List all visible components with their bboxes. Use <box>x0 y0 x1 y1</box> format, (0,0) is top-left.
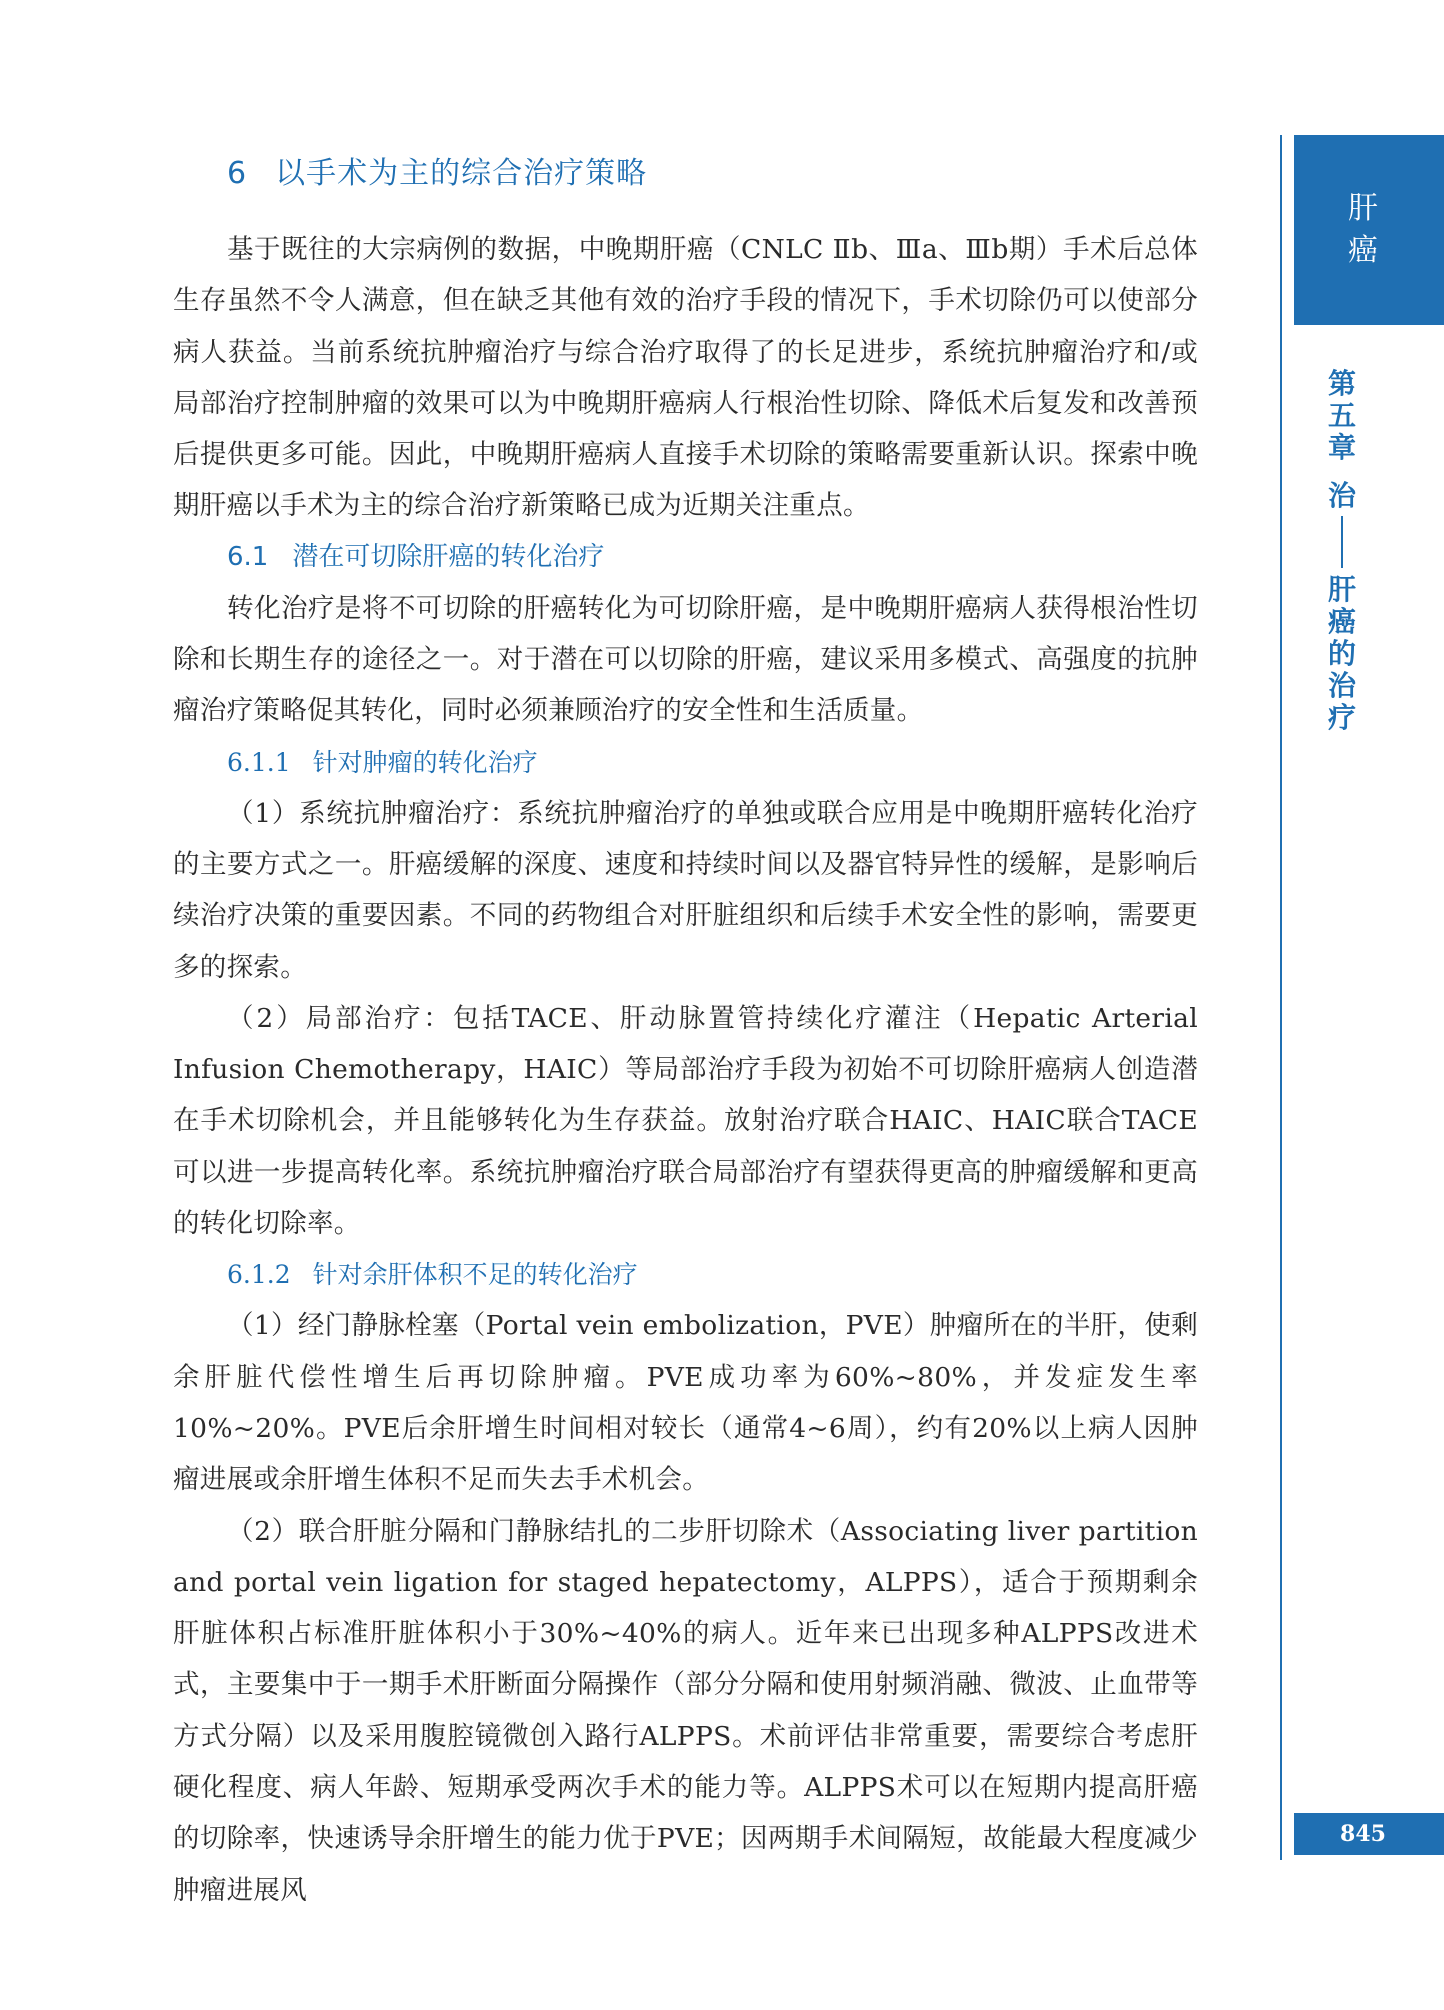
section-title: 以手术为主的综合治疗策略 <box>275 156 648 191</box>
paragraph-systemic-therapy: （1）系统抗肿瘤治疗：系统抗肿瘤治疗的单独或联合应用是中晚期肝癌转化治疗的主要方式之一。肝癌缓解的深度、速度和持续时间以及器官特异性的缓解，是影响后续治疗决策的重要因素。不同的药物组合对肝脏组织和后续手术安全性的影响，需要更多的探索。 <box>173 797 1198 983</box>
subsubsection-title: 针对肿瘤的转化治疗 <box>312 747 538 777</box>
chapter-char: 治 <box>1327 669 1356 702</box>
em-dash-divider <box>1341 516 1343 568</box>
section-intro-paragraph: 基于既往的大宗病例的数据，中晚期肝癌（CNLC Ⅱb、Ⅲa、Ⅲb期）手术后总体生存虽然不令人满意，但在缺乏其他有效的治疗手段的情况下，手术切除仍可以使部分病人获益。当前系统抗肿瘤治疗与综合治疗取得了的长足进步，系统抗肿瘤治疗和/或局部治疗控制肿瘤的效果可以为中晚期肝癌病人行根治性切除、降低术后复发和改善预后提供更多可能。因此，中晚期肝癌病人直接手术切除的策略需要重新认识。探索中晚期肝癌以手术为主的综合治疗新策略已成为近期关注重点。 <box>173 234 1198 522</box>
page-body <box>173 140 1198 1916</box>
chapter-char: 第 <box>1327 367 1356 400</box>
tab-char: 肝 <box>1348 191 1378 226</box>
paragraph-pve: （1）经门静脉栓塞（Portal vein embolization，PVE）肿瘤所在的半肝，使剩余肝脏代偿性增生后再切除肿瘤。PVE成功率为60%~80%，并发症发生率10%~20%。PVE后余肝增生时间相对较长（通常4~6周），约有20%以上病人因肿瘤进展或余肝增生体积不足而失去手术机会。 <box>173 1310 1198 1496</box>
chapter-char: 疗 <box>1327 701 1356 734</box>
subsubsection-number: 6.1.2 <box>227 1260 291 1290</box>
subsubsection-heading-6-1-2 <box>227 1249 1198 1300</box>
chapter-char: 治 <box>1327 479 1356 512</box>
spacer <box>1322 464 1362 480</box>
chapter-char: 癌 <box>1327 605 1356 638</box>
section-heading <box>227 154 1198 194</box>
tab-char: 癌 <box>1348 233 1378 268</box>
chapter-char: 的 <box>1327 637 1356 670</box>
chapter-vertical-title <box>1322 368 1362 734</box>
subsection-heading-6-1 <box>227 532 1198 583</box>
subsection-number: 6.1 <box>227 541 269 572</box>
subsubsection-number: 6.1.1 <box>227 747 291 777</box>
chapter-tab <box>1294 135 1444 325</box>
page-number: 845 <box>1294 1813 1444 1855</box>
subsubsection-heading-6-1-1 <box>227 737 1198 788</box>
chapter-char: 章 <box>1327 431 1356 464</box>
subsection-title: 潜在可切除肝癌的转化治疗 <box>292 541 605 572</box>
paragraph-alpps: （2）联合肝脏分隔和门静脉结扎的二步肝切除术（Associating liver partition and portal vein ligation for staged hepatectomy，ALPPS），适合于预期剩余肝脏体积占标准肝脏体积小于30%~40%的病人。近年来已出现多种ALPPS改进术式，主要集中于一期手术肝断面分隔操作（部分分隔和使用射频消融、微波、止血带等方式分隔）以及采用腹腔镜微创入路行ALPPS。术前评估非常重要，需要综合考虑肝硬化程度、病人年龄、短期承受两次手术的能力等。ALPPS术可以在短期内提高肝癌的切除率，快速诱导余肝增生的能力优于PVE；因两期手术间隔短，故能最大程度减少肿瘤进展风 <box>173 1515 1198 1906</box>
chapter-char: 五 <box>1327 399 1356 432</box>
chapter-char: 肝 <box>1327 573 1356 606</box>
subsubsection-title: 针对余肝体积不足的转化治疗 <box>312 1260 638 1290</box>
section-number: 6 <box>227 156 248 191</box>
paragraph-local-therapy: （2）局部治疗：包括TACE、肝动脉置管持续化疗灌注（Hepatic Arterial Infusion Chemotherapy，HAIC）等局部治疗手段为初始不可切除肝癌病人创造潜在手术切除机会，并且能够转化为生存获益。放射治疗联合HAIC、HAIC联合TACE可以进一步提高转化率。系统抗肿瘤治疗联合局部治疗有望获得更高的肿瘤缓解和更高的转化切除率。 <box>173 1002 1198 1240</box>
subsection-paragraph: 转化治疗是将不可切除的肝癌转化为可切除肝癌，是中晚期肝癌病人获得根治性切除和长期生存的途径之一。对于潜在可以切除的肝癌，建议采用多模式、高强度的抗肿瘤治疗策略促其转化，同时必须兼顾治疗的安全性和生活质量。 <box>173 592 1198 727</box>
margin-rule <box>1280 135 1282 1860</box>
